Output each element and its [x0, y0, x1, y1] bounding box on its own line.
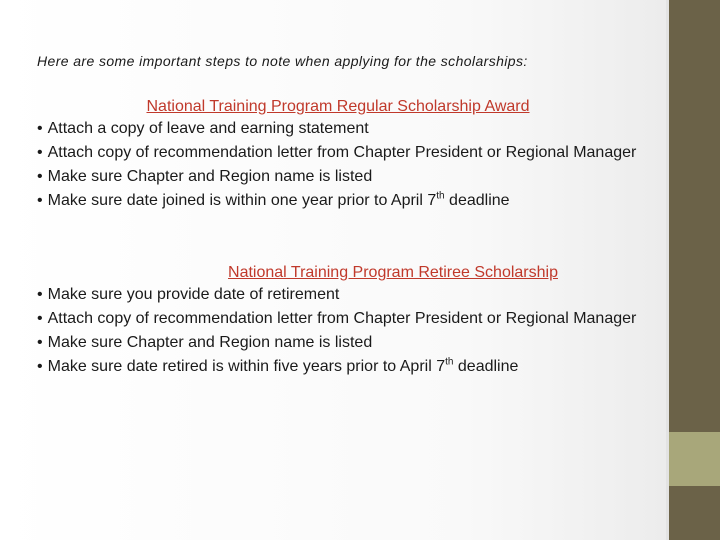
bullet-icon: • — [37, 358, 43, 375]
bullet-icon: • — [37, 192, 43, 209]
bullet-icon: • — [37, 144, 43, 161]
decorative-side-accent — [669, 432, 720, 486]
bullet-icon: • — [37, 120, 43, 137]
section-title: National Training Program Retiree Scholarship — [228, 264, 558, 281]
list-item: • Make sure date retired is within five years prior to April 7th deadline — [37, 356, 519, 375]
list-item: • Attach copy of recommendation letter from Chapter President or Regional Manager — [37, 144, 637, 161]
requirements-list — [37, 117, 669, 213]
list-item: • Make sure Chapter and Region name is listed — [37, 334, 373, 351]
bullet-icon: • — [37, 334, 43, 351]
bullet-icon: • — [37, 168, 43, 185]
list-item: • Make sure you provide date of retirement — [37, 286, 340, 303]
list-item: • Make sure Chapter and Region name is listed — [37, 168, 373, 185]
ordinal-suffix: th — [445, 356, 454, 368]
section-title: National Training Program Regular Scholarship Award — [146, 98, 530, 115]
list-item: • Attach copy of recommendation letter from Chapter President or Regional Manager — [37, 310, 637, 327]
list-item: • Attach a copy of leave and earning statement — [37, 120, 369, 137]
retiree-scholarship-section — [37, 263, 669, 379]
list-item: • Make sure date joined is within one year prior to April 7th deadline — [37, 190, 510, 209]
bullet-icon: • — [37, 286, 43, 303]
requirements-list — [37, 283, 669, 379]
regular-scholarship-section — [37, 97, 669, 213]
bullet-icon: • — [37, 310, 43, 327]
slide-content — [37, 53, 669, 379]
ordinal-suffix: th — [436, 190, 445, 202]
intro-text: Here are some important steps to note when applying for the scholarships: — [37, 53, 528, 69]
